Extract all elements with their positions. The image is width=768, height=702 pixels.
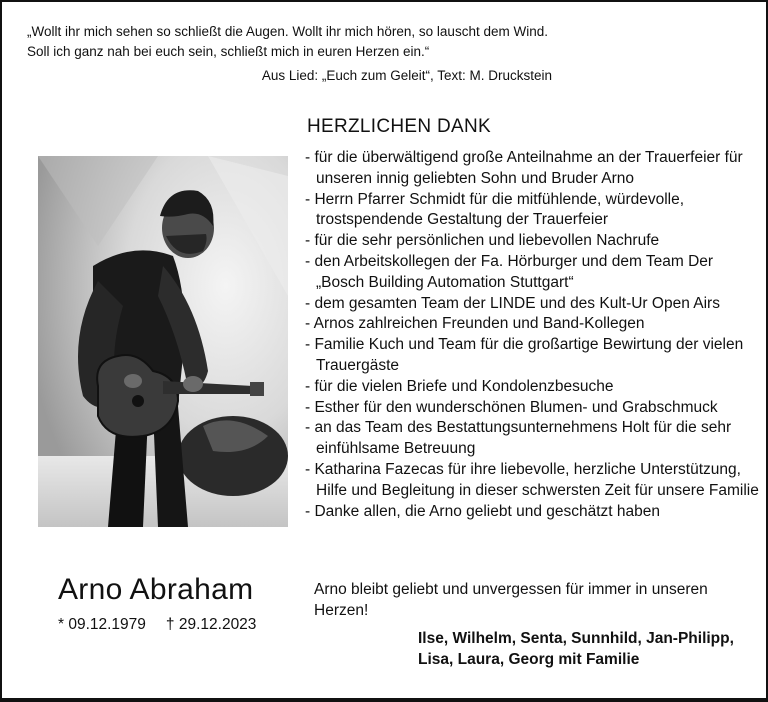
thanks-item: - für die überwältigend große Anteilnahme an der Trauerfeier für unseren innig geliebten Sohn und Bruder Arno [305, 149, 743, 187]
death-date: † 29.12.2023 [165, 616, 257, 633]
thanks-item: - Danke allen, die Arno geliebt und geschätzt haben [305, 502, 661, 520]
thanks-list [305, 148, 760, 522]
thanks-item: - für die vielen Briefe und Kondolenzbesuche [305, 377, 614, 395]
thanks-item: - Arnos zahlreichen Freunden und Band-Kollegen [305, 315, 645, 333]
closing-remark: Arno bleibt geliebt und unvergessen für immer in unseren Herzen! [314, 581, 708, 619]
thanks-heading: HERZLICHEN DANK [307, 116, 491, 137]
family-line-2: Lisa, Laura, Georg mit Familie [418, 651, 640, 668]
thanks-item: - Familie Kuch und Team für die großartige Bewirtung der vielen Trauergäste [305, 336, 744, 374]
thanks-item: - an das Team des Bestattungsunternehmens Holt für die sehr einfühlsame Betreuung [305, 419, 732, 458]
family-signature [418, 628, 748, 670]
thanks-item: - für die sehr persönlichen und liebevollen Nachrufe [305, 232, 660, 250]
guitarist-photo-image [38, 156, 288, 527]
thanks-item: - Katharina Fazecas für ihre liebevolle, herzliche Unterstützung, Hilfe und Begleitung in dieser schwersten Zeit für unsere Familie [305, 460, 759, 499]
birth-date: * 09.12.1979 [58, 616, 146, 633]
epigraph-quote [27, 22, 627, 86]
portrait-photo [38, 156, 288, 527]
quote-line-1: „Wollt ihr mich sehen so schließt die Augen. Wollt ihr mich hören, so lauscht dem Wind. [27, 24, 548, 39]
life-dates [58, 616, 256, 634]
thanks-item: - dem gesamten Team der LINDE und des Kult-Ur Open Airs [305, 294, 720, 312]
family-line-1: Ilse, Wilhelm, Senta, Sunnhild, Jan-Philipp, [418, 630, 734, 647]
deceased-name: Arno Abraham [58, 573, 254, 606]
quote-source: Aus Lied: „Euch zum Geleit“, Text: M. Druckstein [261, 68, 552, 83]
quote-line-2: Soll ich ganz nah bei euch sein, schließt mich in euren Herzen ein.“ [27, 44, 430, 59]
thanks-item: - den Arbeitskollegen der Fa. Hörburger und dem Team Der „Bosch Building Automation Stuttgart“ [305, 252, 714, 291]
thanks-item: - Esther für den wunderschönen Blumen- und Grabschmuck [305, 398, 718, 416]
thanks-item: - Herrn Pfarrer Schmidt für die mitfühlende, würdevolle, trostspendende Gestaltung der Trauerfeier [305, 190, 685, 229]
